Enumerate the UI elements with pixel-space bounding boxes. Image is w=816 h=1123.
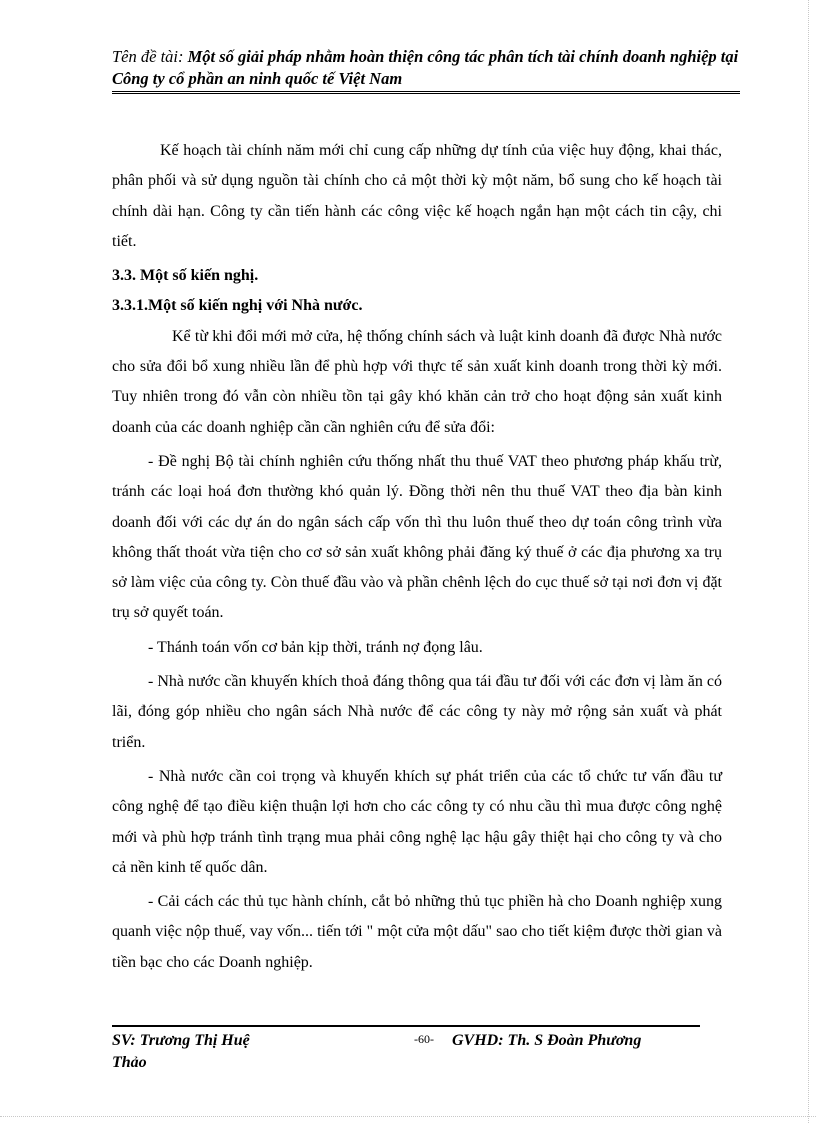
footer-rule	[112, 1025, 700, 1027]
recommendation-item-2: - Thánh toán vốn cơ bản kịp thời, tránh nợ đọng lâu.	[148, 638, 483, 656]
page-bottom-edge	[0, 1116, 816, 1117]
footer-advisor: GVHD: Th. S Đoàn Phương	[452, 1032, 642, 1049]
page-header	[112, 46, 740, 94]
header-label: Tên đề tài:	[112, 47, 184, 66]
document-body	[112, 136, 722, 982]
subsection-heading: 3.3.1.Một số kiến nghị với Nhà nước.	[112, 297, 363, 315]
intro-paragraph: Kế hoạch tài chính năm mới chỉ cung cấp những dự tính của việc huy động, khai thác, phân phối và sử dụng nguồn tài chính cho cả một thời kỳ một năm, bổ sung cho kế hoạch tài chính dài hạn. Công ty cần tiến hành các công việc kế hoạch ngắn hạn một cách tin cậy, chi tiết.	[112, 142, 722, 250]
recommendation-item-5: - Cải cách các thủ tục hành chính, cắt bỏ những thủ tục phiền hà cho Doanh nghiệp xung quanh việc nộp thuế, vay vốn... tiến tới " một cửa một dấu" sao cho tiết kiệm được thời gian và tiền bạc cho các Doanh nghiệp.	[112, 893, 722, 971]
recommendation-item-3: - Nhà nước cần khuyến khích thoả đáng thông qua tái đầu tư đối với các đơn vị làm ăn có lãi, đóng góp nhiều cho ngân sách Nhà nước để các công ty này mở rộng sản xuất và phát triển.	[112, 673, 722, 751]
page-right-edge	[808, 0, 809, 1123]
body-paragraph: Kể từ khi đổi mới mở cửa, hệ thống chính sách và luật kinh doanh đã được Nhà nước cho sửa đổi bổ xung nhiều lần để phù hợp với thực tế sản xuất kinh doanh trong thời kỳ mới. Tuy nhiên trong đó vẫn còn nhiều tồn tại gây khó khăn cản trở cho hoạt động sản xuất kinh doanh của các doanh nghiệp cần cần nghiên cứu để sửa đổi:	[112, 327, 722, 436]
header-title: Một số giải pháp nhằm hoàn thiện công tác phân tích tài chính doanh nghiệp tại Công ty cổ phần an ninh quốc tế Việt Nam	[112, 47, 739, 88]
section-heading: 3.3. Một số kiến nghị.	[112, 267, 259, 285]
footer-student: SV: Trương Thị Huệ Thảo	[112, 1032, 250, 1071]
recommendation-item-1: - Đề nghị Bộ tài chính nghiên cứu thống nhất thu thuế VAT theo phương pháp khấu trừ, tránh các loại hoá đơn thường khó quản lý. Đồng thời nên thu thuế VAT theo địa bàn kinh doanh đối với các dự án do ngân sách cấp vốn thì thu luôn thuế theo dự toán công trình vừa không thất thoát vừa tiện cho cơ sở sản xuất không phải đăng ký thuế ở các địa phương xa trụ sở làm việc của công ty. Còn thuế đầu vào và phần chênh lệch do cục thuế sở tại nơi đơn vị đặt trụ sở quyết toán.	[112, 452, 722, 622]
recommendation-item-4: - Nhà nước cần coi trọng và khuyến khích sự phát triển của các tổ chức tư vấn đầu tư công nghệ để tạo điều kiện thuận lợi hơn cho các công ty có nhu cầu thì mua được công nghệ mới và phù hợp tránh tình trạng mua phải công nghệ lạc hậu gây thiệt hại cho công ty và cho cả nền kinh tế quốc dân.	[112, 767, 722, 876]
page-number: -60-	[414, 1032, 434, 1046]
